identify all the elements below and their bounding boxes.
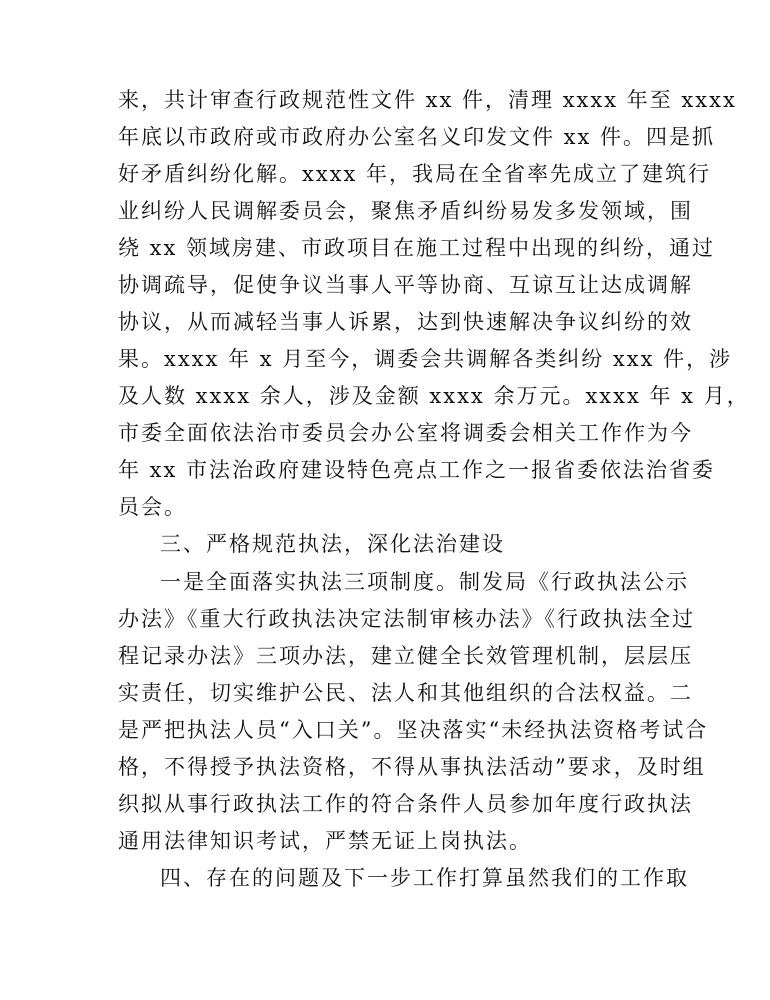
- paragraph-first-line: 一是全面落实执法三项制度。制发局《行政执法公示: [160, 570, 689, 594]
- body-text-line: 及人数 xxxx 余人，涉及金额 xxxx 余万元。xxxx 年 x 月，: [118, 384, 750, 408]
- body-text-line: 果。xxxx 年 x 月至今，调委会共调解各类纠纷 xxx 件，涉: [118, 347, 733, 371]
- body-text-line: 办法》《重大行政执法决定法制审核办法》《行政执法全过: [118, 607, 695, 631]
- body-text-line: 格，不得授予执法资格，不得从事执法活动”要求，及时组: [118, 755, 706, 779]
- body-text-line: 员会。: [118, 495, 187, 519]
- body-text-line: 程记录办法》三项办法，建立健全长效管理机制，层层压: [118, 644, 693, 668]
- body-text-line: 年底以市政府或市政府办公室名义印发文件 xx 件。四是抓: [118, 125, 716, 149]
- body-text-line: 实责任，切实维护公民、法人和其他组织的合法权益。二: [118, 681, 693, 705]
- body-text-line: 协议，从而减轻当事人诉累，达到快速解决争议纠纷的效: [118, 310, 693, 334]
- section-heading: 三、严格规范执法，深化法治建设: [160, 532, 505, 556]
- body-text-line: 绕 xx 领域房建、市政项目在施工过程中出现的纠纷，通过: [118, 236, 716, 260]
- body-text-line: 是严把执法人员“入口关”。坚决落实“未经执法资格考试合: [118, 718, 709, 742]
- body-text-line: 织拟从事行政执法工作的符合条件人员参加年度行政执法: [118, 792, 693, 816]
- body-text-line: 年 xx 市法治政府建设特色亮点工作之一报省委依法治省委: [118, 458, 716, 482]
- body-text-line: 好矛盾纠纷化解。xxxx 年，我局在全省率先成立了建筑行: [118, 162, 712, 186]
- body-text-line: 业纠纷人民调解委员会，聚焦矛盾纠纷易发多发领域，围: [118, 199, 693, 223]
- body-text-line: 市委全面依法治市委员会办公室将调委会相关工作作为今: [118, 421, 693, 445]
- section-heading: 四、存在的问题及下一步工作打算虽然我们的工作取: [160, 866, 689, 890]
- body-text-line: 通用法律知识考试，严禁无证上岗执法。: [118, 829, 532, 853]
- body-text-line: 协调疏导，促使争议当事人平等协商、互谅互让达成调解: [118, 273, 693, 297]
- body-text-line: 来，共计审查行政规范性文件 xx 件，清理 xxxx 年至 xxxx: [118, 88, 737, 112]
